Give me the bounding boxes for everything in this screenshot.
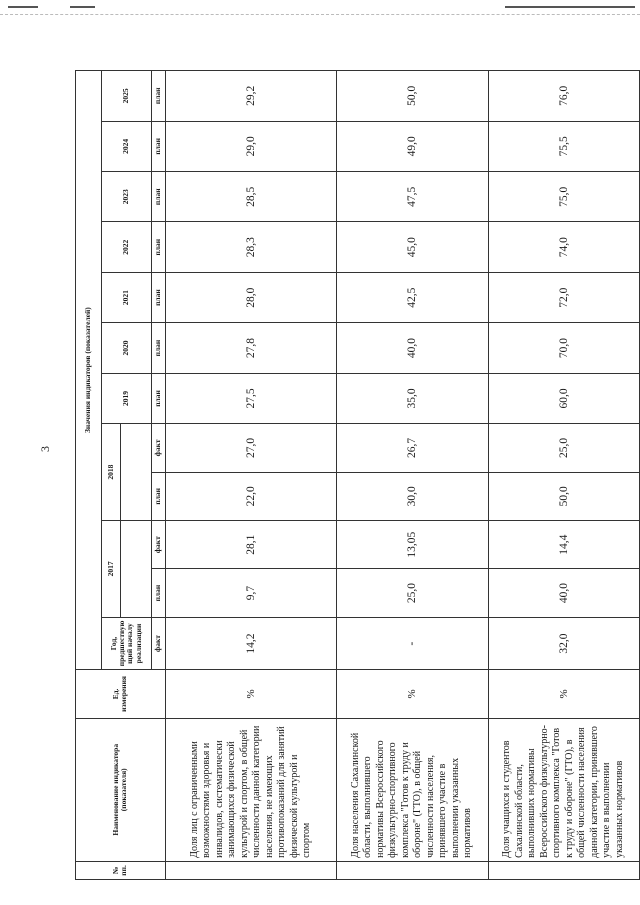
value-2022: 28,3	[165, 222, 336, 272]
indicator-unit: %	[488, 670, 639, 718]
value-2018-fact: 26,7	[337, 424, 488, 472]
header-plan: план	[151, 323, 165, 373]
header-year-2019: 2019	[102, 373, 152, 423]
value-base: -	[337, 617, 488, 669]
header-year-2022: 2022	[102, 222, 152, 272]
value-2024: 49,0	[337, 121, 488, 171]
header-year-2018: 2018	[102, 424, 121, 521]
value-2017-plan: 40,0	[488, 569, 639, 617]
value-2023: 47,5	[337, 172, 488, 222]
value-2021: 72,0	[488, 272, 639, 322]
scan-mark	[70, 6, 95, 8]
value-2018-fact: 25,0	[488, 424, 639, 472]
page-number: 3	[38, 446, 52, 452]
header-year-2020: 2020	[102, 323, 152, 373]
value-2024: 29,0	[165, 121, 336, 171]
header-year-2023: 2023	[102, 172, 152, 222]
header-year-2017: 2017	[102, 520, 121, 617]
header-values-group: Значения индикаторов (показателей)	[76, 71, 102, 670]
value-2017-fact: 28,1	[165, 520, 336, 568]
row-number	[337, 861, 488, 879]
value-base: 14,2	[165, 617, 336, 669]
row-number	[165, 861, 336, 879]
header-plan: план	[151, 71, 165, 122]
header-plan: план	[151, 569, 165, 617]
value-2020: 27,8	[165, 323, 336, 373]
value-2017-fact: 14,4	[488, 520, 639, 568]
value-2018-fact: 27,0	[165, 424, 336, 472]
scan-mark	[505, 6, 635, 8]
value-2023: 28,5	[165, 172, 336, 222]
value-base: 32,0	[488, 617, 639, 669]
value-2022: 74,0	[488, 222, 639, 272]
header-year-2021: 2021	[102, 272, 152, 322]
indicator-table	[75, 70, 640, 880]
header-plan: план	[151, 172, 165, 222]
value-2025: 29,2	[165, 71, 336, 122]
value-2017-fact: 13,05	[337, 520, 488, 568]
header-plan: план	[151, 373, 165, 423]
value-2024: 75,5	[488, 121, 639, 171]
value-2018-plan: 50,0	[488, 472, 639, 520]
value-2025: 76,0	[488, 71, 639, 122]
header-2018-spacer	[120, 424, 151, 521]
rotated-table-container	[75, 70, 640, 880]
header-plan: план	[151, 222, 165, 272]
value-2020: 40,0	[337, 323, 488, 373]
header-unit: Ед. измерения	[76, 670, 166, 718]
header-year-2024: 2024	[102, 121, 152, 171]
table-row	[488, 71, 639, 880]
header-no: № пп.	[76, 861, 166, 879]
indicator-name: Доля лиц с ограниченными возможностями здоровья и инвалидов, систематически занимающихся физической культурой и спортом, в общей численности данной категории населения, не имеющих противопоказаний для занятий физической культурой и спортом	[165, 718, 336, 861]
value-2017-plan: 25,0	[337, 569, 488, 617]
table-row	[337, 71, 488, 880]
value-2019: 60,0	[488, 373, 639, 423]
row-number	[488, 861, 639, 879]
value-2018-plan: 30,0	[337, 472, 488, 520]
value-2025: 50,0	[337, 71, 488, 122]
header-name: Наименование индикатора (показателя)	[76, 718, 166, 861]
scan-edge	[0, 0, 640, 15]
header-base-year: Год, предшествую щий началу реализации	[102, 617, 152, 669]
header-year-2025: 2025	[102, 71, 152, 122]
header-plan: план	[151, 272, 165, 322]
value-2019: 35,0	[337, 373, 488, 423]
indicator-name: Доля населения Сахалинской области, выполнившего нормативы Всероссийского физкультурно-спортивного комплекса "Готов к труду и обороне" (ГТО), в общей численности населения, принявшего участие в выполнении указанных нормативов	[337, 718, 488, 861]
indicator-unit: %	[165, 670, 336, 718]
header-fact: факт	[151, 520, 165, 568]
header-plan: план	[151, 472, 165, 520]
value-2021: 28,0	[165, 272, 336, 322]
indicator-unit: %	[337, 670, 488, 718]
value-2020: 70,0	[488, 323, 639, 373]
value-2017-plan: 9,7	[165, 569, 336, 617]
value-2023: 75,0	[488, 172, 639, 222]
value-2019: 27,5	[165, 373, 336, 423]
header-fact: факт	[151, 424, 165, 472]
value-2018-plan: 22,0	[165, 472, 336, 520]
value-2022: 45,0	[337, 222, 488, 272]
indicator-name: Доля учащихся и студентов Сахалинской области, выполнивших нормативы Всероссийского физкультурно-спортивного комплекса "Готов к труду и обороне" (ГТО), в общей численности населения данной категории, принявшего участие в выполнении указанных нормативов	[488, 718, 639, 861]
header-plan: план	[151, 121, 165, 171]
scan-mark	[8, 6, 38, 8]
value-2021: 42,5	[337, 272, 488, 322]
header-2017-spacer	[120, 520, 151, 617]
header-fact: факт	[151, 617, 165, 669]
table-row	[165, 71, 336, 880]
